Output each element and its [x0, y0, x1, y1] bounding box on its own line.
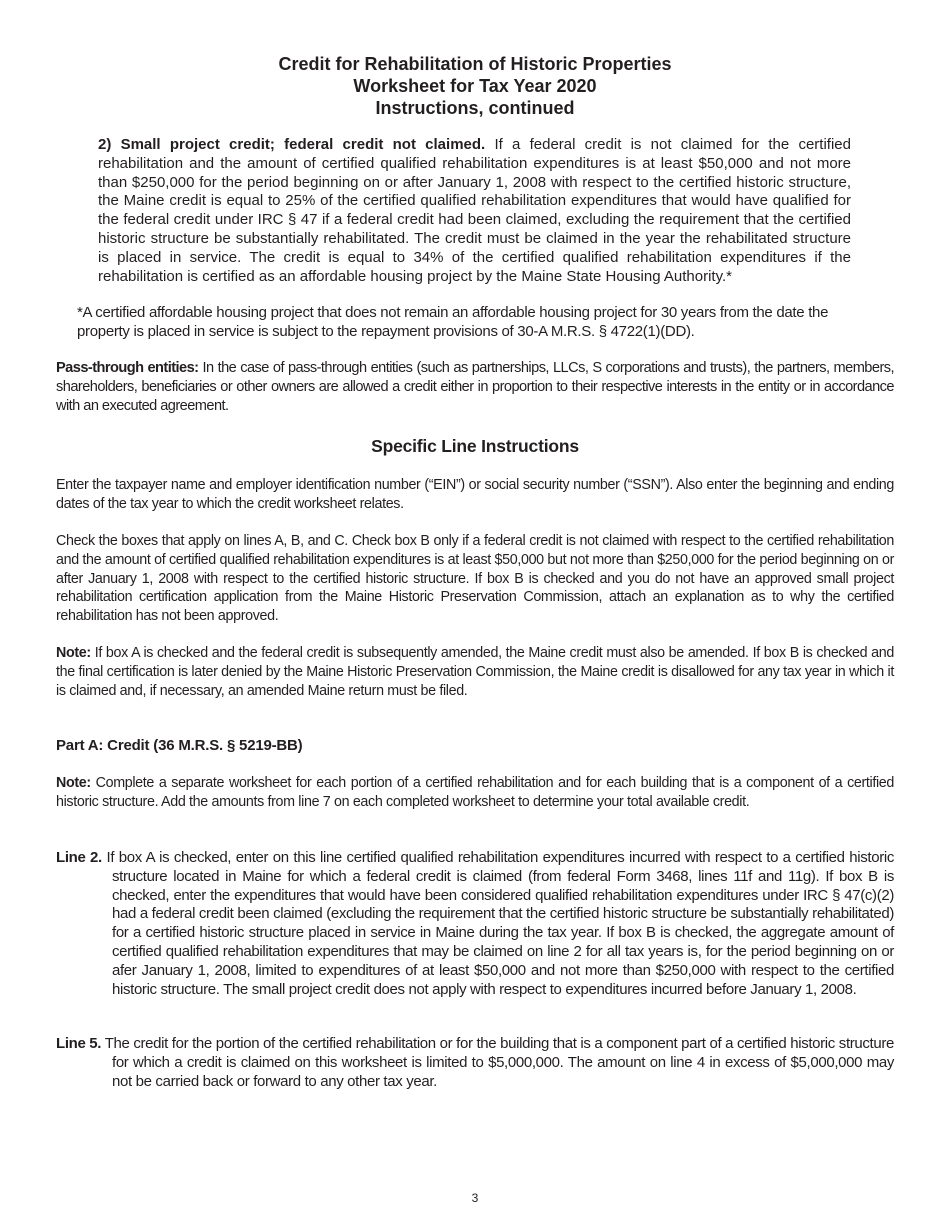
- small-project-credit-body: If a federal credit is not claimed for the certified rehabilitation and the amount of certified qualified rehabilitation expenditures is at least $50,000 and not more than $250,000 for the period beginning on or after January 1, 2008 with respect to the certified historic structure, the Maine credit is equal to 25% of the certified qualified rehabilitation expenditures that would have qualified for the federal credit under IRC § 47 if a federal credit had been claimed, excluding the requirement that the certified historic structure be substantially rehabilitated. The credit must be claimed in the year the rehabilitated structure is placed in service. The credit is equal to 34% of the certified qualified rehabilitation expenditures if the rehabilitation is certified as an affordable housing project by the Maine State Housing Authority.*: [98, 136, 851, 285]
- amendment-note-paragraph: [56, 644, 894, 700]
- line-2-label: Line 2.: [56, 849, 102, 866]
- note-body: If box A is checked and the federal credit is subsequently amended, the Maine credit must also be amended. If box B is checked and the final certification is later denied by the Maine Historic Preservation Commission, the Maine credit is disallowed for any tax year in which it is claimed and, if necessary, an amended Maine return must be filed.: [56, 645, 894, 699]
- enter-taxpayer-paragraph: Enter the taxpayer name and employer identification number (“EIN”) or social security number (“SSN”). Also enter the beginning and ending dates of the tax year to which the credit worksheet relates.: [56, 477, 894, 512]
- part-a-heading: Part A: Credit (36 M.R.S. § 5219-BB): [56, 737, 303, 754]
- line-5-body: The credit for the portion of the certified rehabilitation or for the building that is a component part of a certified historic structure for which a credit is claimed on this worksheet is limited to $5,000,000. The amount on line 4 in excess of $5,000,000 may not be carried back or forward to any other tax year.: [101, 1035, 894, 1090]
- pass-through-lead: Pass-through entities:: [56, 360, 199, 376]
- part-a-note-body: Complete a separate worksheet for each portion of a certified rehabilitation and for each building that is a component of a certified historic structure. Add the amounts from line 7 on each completed worksheet to determine your total available credit.: [56, 775, 894, 810]
- line-5-label: Line 5.: [56, 1035, 102, 1052]
- title-line-3: Instructions, continued: [375, 98, 575, 118]
- line-2-instruction: [56, 849, 894, 999]
- page-number: 3: [471, 1191, 479, 1205]
- pass-through-body: In the case of pass-through entities (such as partnerships, LLCs, S corporations and trusts), the partners, members, shareholders, beneficiaries or other owners are allowed a credit either in proportion to their respective interests in the entity or in accordance with an executed agreement.: [56, 360, 895, 414]
- title-line-1: Credit for Rehabilitation of Historic Properties: [278, 54, 672, 74]
- note-lead: Note:: [56, 645, 91, 661]
- line-5-instruction: [56, 1035, 894, 1091]
- document-title: [0, 53, 950, 119]
- line-2-body: If box A is checked, enter on this line certified qualified rehabilitation expenditures incurred with respect to a certified historic structure located in Maine for which a federal credit is claimed (from federal Form 3468, lines 11f and 11g). If box B is checked, enter the expenditures that would have been considered qualified rehabilitation expenditures under IRC § 47(c)(2) had a federal credit been claimed (excluding the requirement that the certified historic structure be substantially rehabilitated) for a certified historic structure placed in service in Maine during the tax year. If box B is checked, the aggregate amount of certified qualified rehabilitation expenditures that may be claimed on line 2 for all tax years is, for the period beginning on or afer January 1, 2008, limited to expenditures of at least $50,000 and not more than $250,000 with respect to the certified historic structure. The small project credit does not apply with respect to expenditures incurred before January 1, 2008.: [101, 849, 895, 998]
- pass-through-entities-paragraph: [56, 359, 894, 415]
- check-boxes-paragraph: Check the boxes that apply on lines A, B, and C. Check box B only if a federal credit is not claimed with respect to the certified rehabilitation and the amount of certified qualified rehabilitation expenditures is at least $50,000 but not more than $250,000 for the period beginning on or after January 1, 2008 with respect to the certified historic structure. If box B is checked and you do not have an approved small project rehabilitation certification application from the Maine Historic Preservation Commission, attach an explanation as to why the certified rehabilitation has not been approved.: [56, 533, 894, 625]
- small-project-credit-paragraph: [98, 136, 851, 286]
- title-line-2: Worksheet for Tax Year 2020: [353, 76, 597, 96]
- part-a-note-paragraph: [56, 774, 894, 812]
- specific-line-instructions-heading: Specific Line Instructions: [371, 436, 579, 456]
- affordable-housing-footnote: *A certified affordable housing project that does not remain an affordable housing project for 30 years from the date the property is placed in service is subject to the repayment provisions of 30-A M.R.S. § 4722(1)(DD).: [77, 304, 829, 340]
- part-a-note-lead: Note:: [56, 775, 91, 791]
- small-project-credit-lead: 2) Small project credit; federal credit not claimed.: [98, 136, 486, 153]
